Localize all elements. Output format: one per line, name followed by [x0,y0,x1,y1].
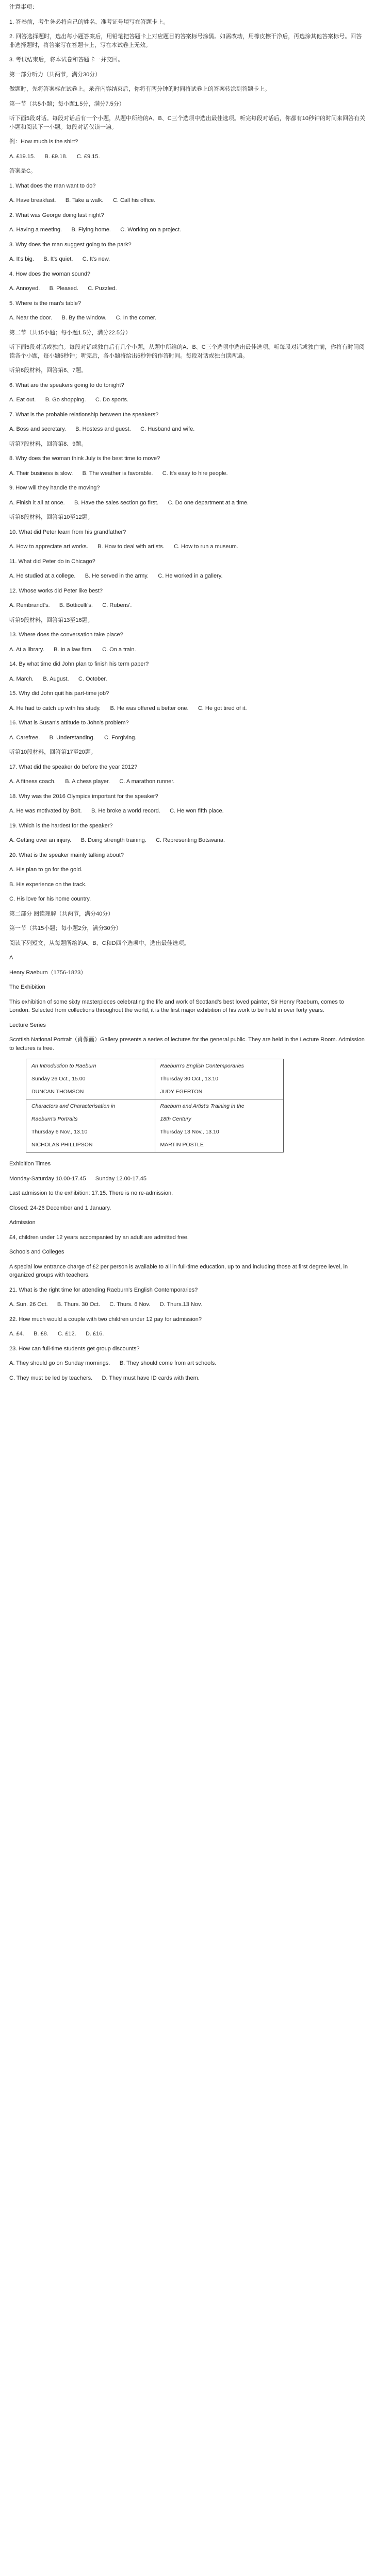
paragraph: A. Annoyed. B. Pleased. C. Puzzled. [9,285,117,292]
paragraph: 21. What is the right time for attending Raeburn's English Contemporaries? [9,1286,198,1293]
lecture-cell-line: Raeburn and Artist's Training in the [160,1103,244,1110]
paragraph: Closed: 24-26 December and 1 January. [9,1205,111,1211]
lecture-cell-line: 18th Century [160,1116,191,1122]
paragraph: 注意事项： [9,4,38,10]
paragraph: A [9,955,13,961]
paragraph: A. At a library. B. In a law firm. C. On a train. [9,646,136,653]
lecture-cell-line: Sunday 26 Oct., 15.00 [31,1075,86,1082]
paragraph: 20. What is the speaker mainly talking about? [9,852,124,858]
paragraph: 第一部分听力（共两节，满分30分） [9,71,101,78]
paragraph: Lecture Series [9,1022,46,1028]
paragraph: Monday-Saturday 10.00-17.45 Sunday 12.00-17.45 [9,1175,147,1182]
paragraph: A. £4. B. £8. C. £12. D. £16. [9,1331,104,1337]
document-body-part1 [9,3,366,1053]
lecture-cell-line: NICHOLAS PHILLIPSON [31,1141,93,1148]
paragraph: 第二部分 阅读理解（共两节，满分40分） [9,910,114,917]
paragraph: 做题时，先将答案标在试卷上。录音内容结束后，你将有两分钟的时间将试卷上的答案转涂到答题卡上。 [9,86,270,92]
paragraph: 听第6段材料，回答第6、7题。 [9,367,87,374]
paragraph: A. £19.15. B. £9.18. C. £9.15. [9,153,100,160]
paragraph: 4. How does the woman sound? [9,270,91,277]
paragraph: A. Having a meeting. B. Flying home. C. Working on a project. [9,227,181,233]
paragraph: 3. Why does the man suggest going to the park? [9,241,132,248]
lecture-cell-line: Raeburn's English Contemporaries [160,1063,244,1069]
paragraph: 9. How will they handle the moving? [9,485,100,491]
paragraph: A. Rembrandt's. B. Botticelli's. C. Rubens'. [9,602,132,608]
paragraph: 答案是C。 [9,168,36,174]
paragraph: A. Getting over an injury. B. Doing strength training. C. Representing Botswana. [9,837,225,843]
paragraph: 听第8段材料，回答第10至12题。 [9,514,93,520]
paragraph: A. Near the door. B. By the window. C. In the corner. [9,315,156,321]
document-body-part2 [9,1160,366,1382]
paragraph: A. How to appreciate art works. B. How to deal with artists. C. How to run a museum. [9,544,238,550]
paragraph: A. Boss and secretary. B. Hostess and guest. C. Husband and wife. [9,426,195,432]
paragraph: Scottish National Portrait（肖像画）Gallery presents a series of lectures for the general public. They are held in the Lecture Room. Admission to lectures is free. [9,1037,366,1052]
paragraph: 听第7段材料，回答第8、9题。 [9,440,87,447]
paragraph: A. He was motivated by Bolt. B. He broke a world record. C. He won fifth place. [9,808,224,814]
paragraph: 12. Whose works did Peter like best? [9,587,103,594]
lecture-cell-line: DUNCAN THOMSON [31,1088,84,1095]
lecture-cell [155,1099,284,1153]
paragraph: A. Their business is slow. B. The weather is favorable. C. It's easy to hire people. [9,470,228,477]
paragraph: 1. 答卷前，考生务必将自己的姓名、准考证号填写在答题卡上。 [9,19,169,25]
paragraph: Schools and Colleges [9,1249,64,1256]
paragraph: C. They must be led by teachers. D. They must have ID cards with them. [9,1375,200,1381]
paragraph: Last admission to the exhibition: 17.15. There is no re-admission. [9,1190,173,1197]
paragraph: A. He had to catch up with his study. B. He was offered a better one. C. He got tired of it. [9,705,247,711]
paragraph: C. His love for his home country. [9,896,91,902]
lecture-cell-line: Characters and Characterisation in [31,1103,116,1110]
lecture-cell-line: An Introduction to Raeburn [31,1063,96,1069]
paragraph: A. Eat out. B. Go shopping. C. Do sports. [9,397,129,403]
paragraph: 第一节（共15小题；每小题2分，满分30分） [9,925,122,931]
paragraph: 2. What was George doing last night? [9,212,104,218]
paragraph: 8. Why does the woman think July is the best time to move? [9,455,160,462]
lecture-cell [26,1099,155,1153]
lecture-cell-line: MARTIN POSTLE [160,1141,204,1148]
paragraph: A. His plan to go for the gold. [9,867,83,873]
paragraph: 11. What did Peter do in Chicago? [9,558,95,565]
lecture-cell-line: Thursday 30 Oct., 13.10 [160,1075,219,1082]
paragraph: A. It's big. B. It's quiet. C. It's new. [9,256,110,262]
paragraph: 3. 考试结束后，将本试卷和答题卡一并交回。 [9,57,124,63]
lecture-cell-line: Raeburn's Portraits [31,1116,78,1122]
lecture-cell [26,1059,155,1099]
lecture-cell-line: Thursday 13 Nov., 13.10 [160,1128,219,1135]
paragraph: This exhibition of some sixty masterpieces celebrating the life and work of Scotland's best loved painter, Sir Henry Raeburn, comes to London. Selected from collections throughout the world, it is the first major exhibition of his work to be held in over forty years. [9,998,346,1013]
paragraph: 19. Which is the hardest for the speaker? [9,822,113,829]
paragraph: B. His experience on the track. [9,881,87,888]
paragraph: A. A fitness coach. B. A chess player. C. A marathon runner. [9,778,175,785]
paragraph: 17. What did the speaker do before the year 2012? [9,764,138,770]
paragraph: 听下面5段对话或独白。每段对话或独白后有几个小题，从题中所给的A、B、C三个选项中选出最佳选项。听每段对话或独白前，你将有时间阅读各个小题，每小题5秒钟；听完后，各小题将给出5秒钟的作答时间。每段对话或独白读两遍。 [9,344,365,359]
paragraph: 7. What is the probable relationship between the speakers? [9,411,159,418]
paragraph: 第二节（共15小题；每小题1.5分，满分22.5分） [9,329,131,336]
paragraph: Henry Raeburn（1756-1823） [9,969,87,976]
paragraph: 听下面5段对话。每段对话后有一个小题，从题中所给的A、B、C三个选项中选出最佳选项。听完每段对话后，你都有10秒钟的时间来回答有关小题和阅读下一小题。每段对话仅读一遍。 [9,115,365,130]
paragraph: 15. Why did John quit his part-time job? [9,690,109,697]
paragraph: 14. By what time did John plan to finish his term paper? [9,661,149,667]
paragraph: Admission [9,1219,36,1226]
paragraph: 16. What is Susan's attitude to John's problem? [9,720,129,726]
lecture-schedule-wrap [26,1059,366,1153]
paragraph: The Exhibition [9,984,45,990]
paragraph: 1. What does the man want to do? [9,182,96,189]
paragraph: 阅读下列短文，从每题所给的A、B、C和D四个选项中，选出最佳选项。 [9,940,190,946]
paragraph: 10. What did Peter learn from his grandfather? [9,529,126,535]
paragraph: 例：How much is the shirt? [9,139,78,145]
paragraph: A. Finish it all at once. B. Have the sales section go first. C. Do one department at a time. [9,499,249,506]
paragraph: 听第10段材料，回答第17至20题。 [9,749,96,755]
lecture-cell [155,1059,284,1099]
paragraph: 22. How much would a couple with two children under 12 pay for admission? [9,1316,202,1323]
paragraph: A. Carefree. B. Understanding. C. Forgiving. [9,734,137,741]
lecture-schedule-table [26,1059,284,1153]
paragraph: 第一节（共5小题；每小题1.5分，满分7.5分） [9,100,125,107]
paragraph: A special low entrance charge of £2 per person is available to all in full-time education, up to and including those at first degree level, in organized groups with teachers. [9,1263,350,1279]
paragraph: A. Sun. 26 Oct. B. Thurs. 30 Oct. C. Thurs. 6 Nov. D. Thurs.13 Nov. [9,1301,202,1308]
paragraph: £4, children under 12 years accompanied by an adult are admitted free. [9,1234,189,1241]
lecture-cell-line: Thursday 6 Nov., 13.10 [31,1128,88,1135]
paragraph: 5. Where is the man's table? [9,300,81,307]
lecture-row [26,1059,284,1099]
paragraph: 23. How can full-time students get group discounts? [9,1345,140,1352]
paragraph: 13. Where does the conversation take place? [9,632,123,638]
paragraph: 听第9段材料，回答第13至16题。 [9,617,93,623]
paragraph: A. Have breakfast. B. Take a walk. C. Call his office. [9,197,156,204]
paragraph: 2. 回答选择题时，选出每小题答案后，用铅笔把答题卡上对应题目的答案标号涂黑。如需改动，用橡皮擦干净后，再选涂其他答案标号。回答非选择题时，将答案写在答题卡上，写在本试卷上无效。 [9,33,362,48]
paragraph: 18. Why was the 2016 Olympics important for the speaker? [9,793,158,800]
paragraph: Exhibition Times [9,1161,51,1167]
lecture-row [26,1099,284,1153]
paragraph: A. He studied at a college. B. He served in the army. C. He worked in a gallery. [9,573,223,579]
paragraph: 6. What are the speakers going to do tonight? [9,382,124,388]
lecture-cell-line: JUDY EGERTON [160,1088,203,1095]
paragraph: A. March. B. August. C. October. [9,675,107,682]
lecture-schedule-body [26,1059,284,1153]
paragraph: A. They should go on Sunday mornings. B. They should come from art schools. [9,1360,217,1367]
